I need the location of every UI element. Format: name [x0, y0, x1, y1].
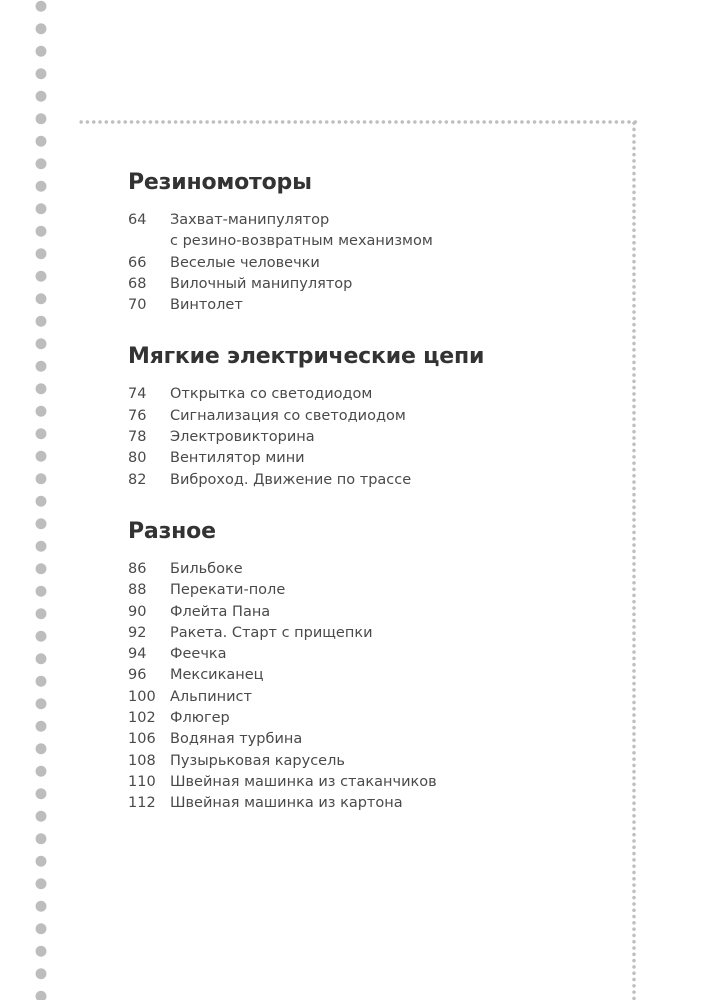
toc-entry[interactable]	[128, 559, 618, 580]
page-number: 96	[128, 667, 147, 684]
toc-entry[interactable]	[128, 644, 618, 665]
toc-entry[interactable]	[128, 274, 618, 295]
entry-title: Феечка	[170, 646, 227, 663]
entry-title: Швейная машинка из картона	[170, 795, 403, 812]
toc-section-rubber-motors	[128, 168, 618, 316]
toc-entry[interactable]	[128, 793, 618, 814]
toc-section-misc	[128, 517, 618, 815]
entry-title-line: Захват-манипулятор	[170, 212, 330, 228]
entry-title: Водяная турбина	[170, 731, 303, 748]
dotted-frame-right	[632, 120, 636, 1000]
toc-entry[interactable]	[128, 210, 618, 253]
page-number: 94	[128, 646, 147, 663]
page-number: 66	[128, 254, 147, 271]
section-title: Резиномоторы	[128, 170, 312, 195]
toc-entry[interactable]	[128, 253, 618, 274]
toc-entry[interactable]	[128, 295, 618, 316]
entry-title: Флейта Пана	[170, 603, 271, 620]
entry-title: Сигнализация со светодиодом	[170, 407, 406, 424]
entry-title: Мексиканец	[170, 667, 264, 684]
page-number: 90	[128, 603, 147, 620]
toc-entry[interactable]	[128, 448, 618, 469]
toc-entry-list	[128, 384, 618, 490]
toc-entry[interactable]	[128, 427, 618, 448]
page-number: 106	[128, 731, 156, 748]
toc-entry-list	[128, 210, 618, 316]
entry-title: Альпинист	[170, 688, 252, 705]
page-number: 74	[128, 386, 147, 403]
entry-title: Вилочный манипулятор	[170, 275, 353, 292]
toc-entry[interactable]	[128, 687, 618, 708]
toc-entry[interactable]	[128, 708, 618, 729]
page-number: 92	[128, 624, 147, 641]
toc-entry[interactable]	[128, 470, 618, 491]
page-number: 110	[128, 773, 156, 790]
entry-title	[170, 210, 618, 253]
toc-entry[interactable]	[128, 751, 618, 772]
page-number: 78	[128, 429, 147, 446]
table-of-contents	[128, 168, 618, 815]
toc-section-soft-circuits	[128, 342, 618, 490]
entry-title: Пузырьковая карусель	[170, 752, 345, 769]
page-number: 102	[128, 710, 156, 727]
toc-entry[interactable]	[128, 665, 618, 686]
dotted-frame-top	[78, 120, 638, 124]
toc-entry[interactable]	[128, 772, 618, 793]
entry-title: Веселые человечки	[170, 254, 320, 271]
page-number: 64	[128, 212, 147, 228]
section-title: Мягкие электрические цепи	[128, 344, 485, 370]
entry-title: Винтолет	[170, 297, 243, 314]
entry-title: Швейная машинка из стаканчиков	[170, 773, 437, 790]
toc-entry-list	[128, 559, 618, 815]
toc-entry[interactable]	[128, 623, 618, 644]
toc-entry[interactable]	[128, 406, 618, 427]
page-number: 108	[128, 752, 156, 769]
section-title: Разное	[128, 518, 216, 544]
page-number: 80	[128, 450, 147, 467]
entry-title: Перекати-поле	[170, 582, 286, 599]
toc-entry[interactable]	[128, 384, 618, 405]
page-number: 76	[128, 407, 147, 424]
toc-entry[interactable]	[128, 729, 618, 750]
page-number: 86	[128, 560, 147, 577]
entry-title-line: с резино-возвратным механизмом	[170, 233, 433, 250]
page-number: 112	[128, 795, 156, 812]
entry-title: Открытка со светодиодом	[170, 386, 373, 403]
entry-title: Вентилятор мини	[170, 450, 305, 467]
toc-entry[interactable]	[128, 580, 618, 601]
toc-entry[interactable]	[128, 602, 618, 623]
entry-title: Бильбоке	[170, 560, 243, 577]
page-number: 82	[128, 471, 147, 488]
page-number: 88	[128, 582, 147, 599]
entry-title: Ракета. Старт с прищепки	[170, 624, 373, 641]
spiral-binding-holes	[34, 0, 48, 1000]
page-number: 70	[128, 297, 147, 314]
entry-title: Флюгер	[170, 710, 230, 727]
page-number: 68	[128, 275, 147, 292]
entry-title: Электровикторина	[170, 429, 315, 446]
entry-title: Виброход. Движение по трассе	[170, 471, 412, 488]
page-number: 100	[128, 688, 156, 705]
